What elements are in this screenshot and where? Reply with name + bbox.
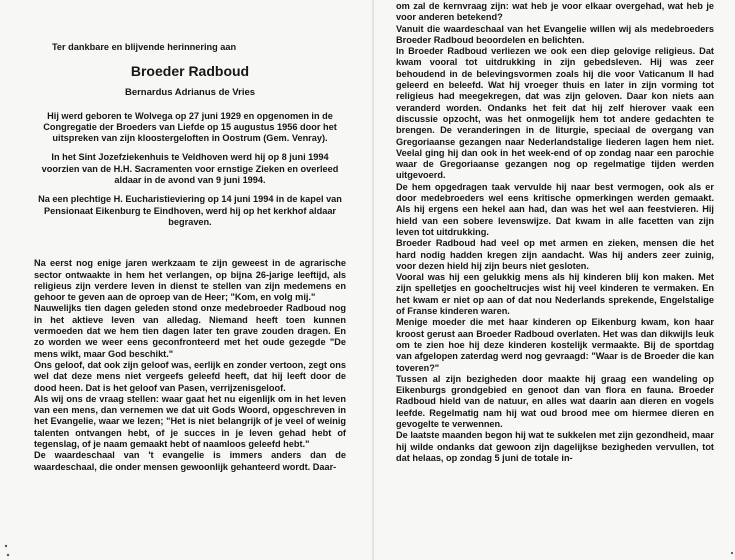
dedication-intro: Ter dankbare en blijvende herinnering aan [52,42,237,52]
body-paragraph: Vooral was hij een gelukkig mens als hij kinderen blij kon maken. Met zijn spelletjes en goocheltrucjes wist hij veel kinderen te vermaken. En het kwam er niet op aan of dat nou Nederlands sprekende, Engelstalige of Franse kinderen waren. [396,272,714,317]
right-page [374,0,735,560]
right-body-text [396,1,714,464]
body-paragraph: Menige moeder die met haar kinderen op Eikenburg kwam, kon haar kroost gerust aan Broeder Radboud overlaten. Het was dan dikwijls leuk om te zien hoe hij deze kinderen kostelijk vermaakte. Bij de sportdag van afgelopen zaterdag werd nog gevraagd: "Waar is de Broeder die kan toveren?" [396,317,714,373]
body-paragraph: Als wij ons de vraag stellen: waar gaat het nu eigenlijk om in het leven van een mens, dan vernemen we dat uit Gods Woord, opgeschreven in het Evangelie, waar we lezen; "Het is niet belangrijk of je veel of weinig talenten ontvangen hebt, of je succes in je leven gehad hebt of tegenslag, of je naam gemaakt hebt of naamloos geleefd hebt." [34,393,346,450]
body-paragraph: Broeder Radboud had veel op met armen en zieken, mensen die het hard nodig hadden kregen zijn aandacht. Was hij anders zeer zuinig, voor dezen hield hij zijn beurs niet gesloten. [396,238,714,271]
body-paragraph: De hem opgedragen taak vervulde hij naar best vermogen, ook als er door medebroeders wel eens kritische opmerkingen werden gemaakt. Als hij ergens een hekel aan had, dan was het wel aan feestvieren. Hij hield van een sobere levenswijze. Dat kwam in alle facetten van zijn leven tot uitdrukking. [396,181,714,237]
body-paragraph: De laatste maanden begon hij wat te sukkelen met zijn gezondheid, maar hij wilde ondanks dat gewoon zijn dagelijkse bezigheden vervullen, tot dat helaas, op zondag 5 juni de totale in- [396,430,714,463]
body-paragraph: Na eerst nog enige jaren werkzaam te zijn geweest in de agrarische sector ontwaakte in hem het verlangen, op bijna 26-jarige leeftijd, als religieus zijn verdere leven in dienst te stellen van zijn medemens en gehoor te geven aan de oproep van de Heer; "Kom, en volg mij." [34,258,346,303]
body-paragraph: Nauwelijks tien dagen geleden stond onze medebroeder Radboud nog in het aktieve leven van alledag. Niemand heeft toen kunnen vermoeden dat we hem tien dagen later ten grave zouden dragen. En zo worden we weer eens geconfronteerd met het oude gezegde "De mens wikt, maar God beschikt." [34,303,346,359]
body-paragraph: om zal de kernvraag zijn: wat heb je voor elkaar overgehad, wat heb je voor anderen betekend? [396,1,714,23]
deceased-full-name: Bernardus Adrianus de Vries [124,87,256,99]
body-paragraph: Ons geloof, dat ook zijn geloof was, eerlijk en zonder vertoon, zegt ons wel dat deze mens niet vergeefs geleefd heeft, dat hij leeft door de dood heen. Dat is het geloof van Pasen, verrijzenisgeloof. [34,359,346,393]
deceased-name: Broeder Radboud [130,63,250,80]
body-paragraph: In Broeder Radboud verliezen we ook een diep gelovige religieus. Dat kwam vooral tot uitdrukking in zijn gebedsleven. Hij was zeer behoudend in de belevingsvormen zoals hij die voor Vaticanum II had geleerd en beleefd. Wat hij vroeger thuis en later in zijn vorming tot religieus had meegekregen, dat was zijn geloven. Daar kon niets aan veranderd worden. Ondanks het feit dat hij zelf hierover vaak een discussie opzocht, was het onmogelijk hem tot andere gedachten te brengen. De veranderingen in de liturgie, speciaal de overgang van Gregoriaanse gezangen naar Nederlandstalige liederen lagen hem niet. Veelal ging hij dan ook in het week-end of op zondag naar een parochie waar de Gregoriaanse gezangen nog op regelmatige tijden werden uitgevoerd. [396,46,714,181]
death-paragraph: In het Sint Jozefziekenhuis te Veldhoven werd hij op 8 juni 1994 voorzien van de H.H. Sacramenten voor ernstige Zieken en overleed aldaar in de avond van 9 juni 1994. [41,152,339,186]
print-speck-decoration [3,540,13,560]
body-paragraph: Vanuit die waardeschaal van het Evangelie willen wij als medebroeders Broeder Radboud beoordelen en belichten. [396,23,714,45]
print-speck-decoration [730,548,734,558]
body-paragraph: Tussen al zijn bezigheden door maakte hij graag een wandeling op Eikenburgs grondgebied en genoot dan van flora en fauna. Broeder Radboud hield van de natuur, en alles wat daarin aan dieren en vogels leefde. Regelmatig nam hij wat oud brood mee om hiermee dieren en gevogelte te verwennen. [396,373,714,429]
burial-paragraph: Na een plechtige H. Eucharistieviering op 14 juni 1994 in de kapel van Pensionaat Eikenburg te Eindhoven, werd hij op het kerkhof aldaar begraven. [38,194,342,227]
left-body-text [34,258,346,473]
left-column [34,42,346,473]
right-column [396,1,714,464]
body-paragraph: De waardeschaal van 't evangelie is immers anders dan de waardeschaal, die onder mensen gewoonlijk gehanteerd wordt. Daar- [34,450,346,472]
birth-and-vows-paragraph: Hij werd geboren te Wolvega op 27 juni 1929 en opgenomen in de Congregatie der Broeders van Liefde op 15 augustus 1956 door het uitspreken van zijn kloostergeloften in Oostrum (Gem. Venray). [43,110,337,144]
